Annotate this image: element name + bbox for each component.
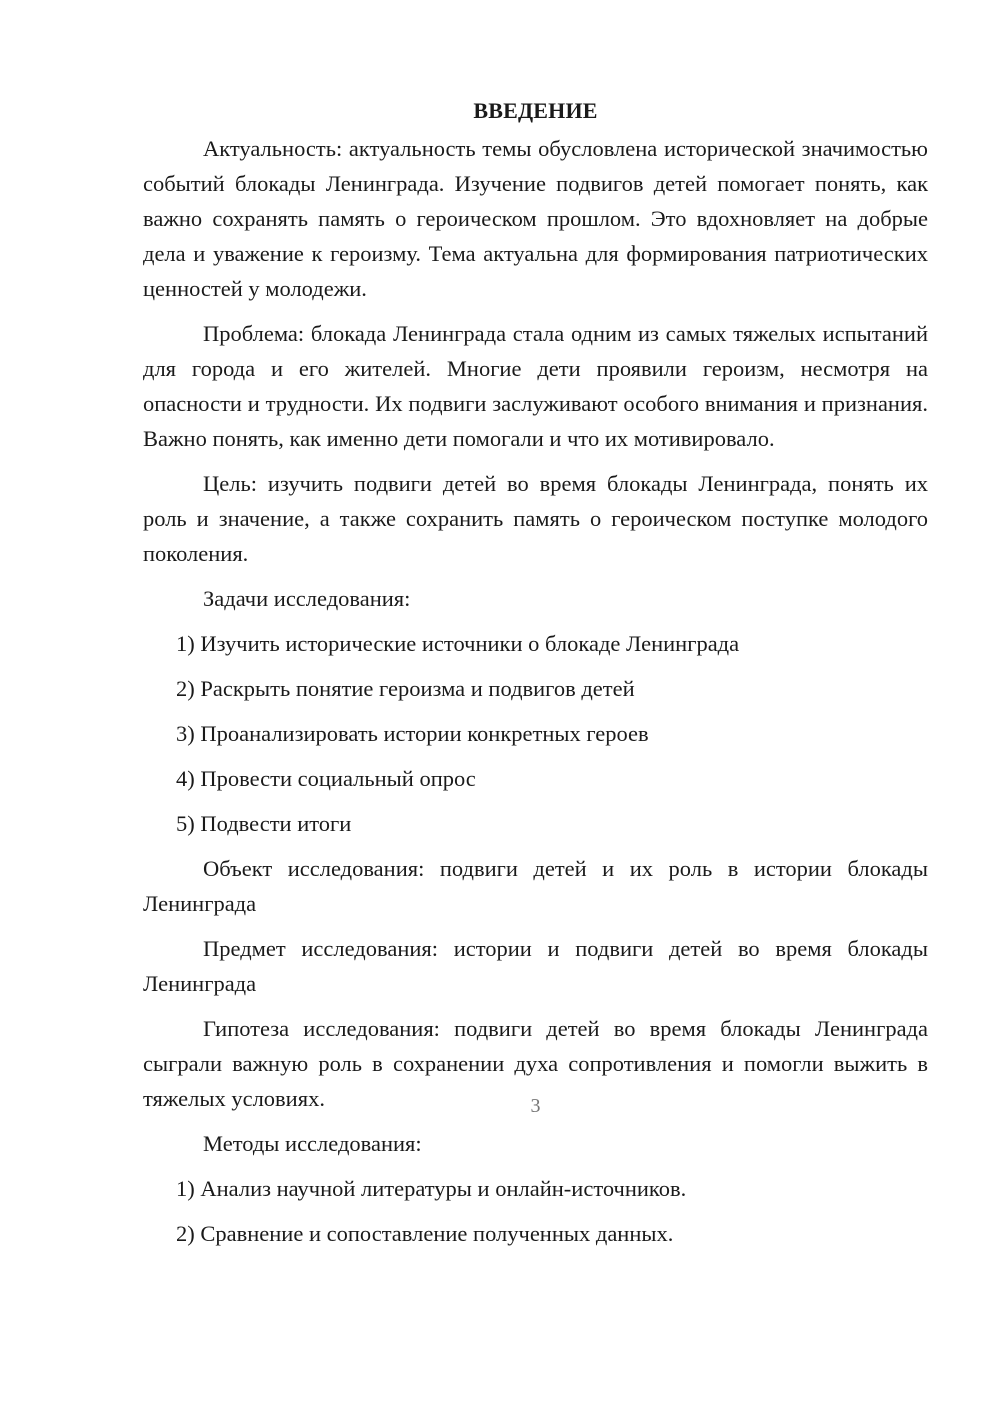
tasks-title: Задачи исследования:	[203, 586, 411, 611]
section-heading: ВВЕДЕНИЕ	[473, 98, 598, 123]
relevance-paragraph: Актуальность: актуальность темы обусловлена исторической значимостью событий блокады Ленинграда. Изучение подвигов детей помогает понять, как важно сохранять память о героическом прошлом. Это вдохновляет на добрые дела и уважение к героизму. Тема актуальна для формирования патриотических ценностей у молодежи.	[143, 136, 928, 301]
method-item: 1) Анализ научной литературы и онлайн-источников.	[176, 1176, 687, 1201]
task-item: 3) Проанализировать истории конкретных героев	[176, 721, 649, 746]
subject-paragraph: Предмет исследования: истории и подвиги детей во время блокады Ленинграда	[143, 936, 928, 996]
problem-paragraph: Проблема: блокада Ленинграда стала одним из самых тяжелых испытаний для города и его жителей. Многие дети проявили героизм, несмотря на опасности и трудности. Их подвиги заслуживают особого внимания и признания. Важно понять, как именно дети помогали и что их мотивировало.	[143, 321, 928, 451]
methods-title: Методы исследования:	[203, 1131, 422, 1156]
method-item: 2) Сравнение и сопоставление полученных данных.	[176, 1221, 674, 1246]
task-item: 5) Подвести итоги	[176, 811, 352, 836]
task-item: 1) Изучить исторические источники о блокаде Ленинграда	[176, 631, 740, 656]
hypothesis-paragraph: Гипотеза исследования: подвиги детей во время блокады Ленинграда сыграли важную роль в сохранении духа сопротивления и помогли выжить в тяжелых условиях.	[143, 1016, 928, 1111]
task-item: 2) Раскрыть понятие героизма и подвигов детей	[176, 676, 635, 701]
goal-paragraph: Цель: изучить подвиги детей во время блокады Ленинграда, понять их роль и значение, а также сохранить память о героическом поступке молодого поколения.	[143, 471, 928, 566]
object-paragraph: Объект исследования: подвиги детей и их роль в истории блокады Ленинграда	[143, 856, 928, 916]
document-page	[143, 95, 928, 1261]
page-number: 3	[530, 1095, 541, 1117]
task-item: 4) Провести социальный опрос	[176, 766, 476, 791]
